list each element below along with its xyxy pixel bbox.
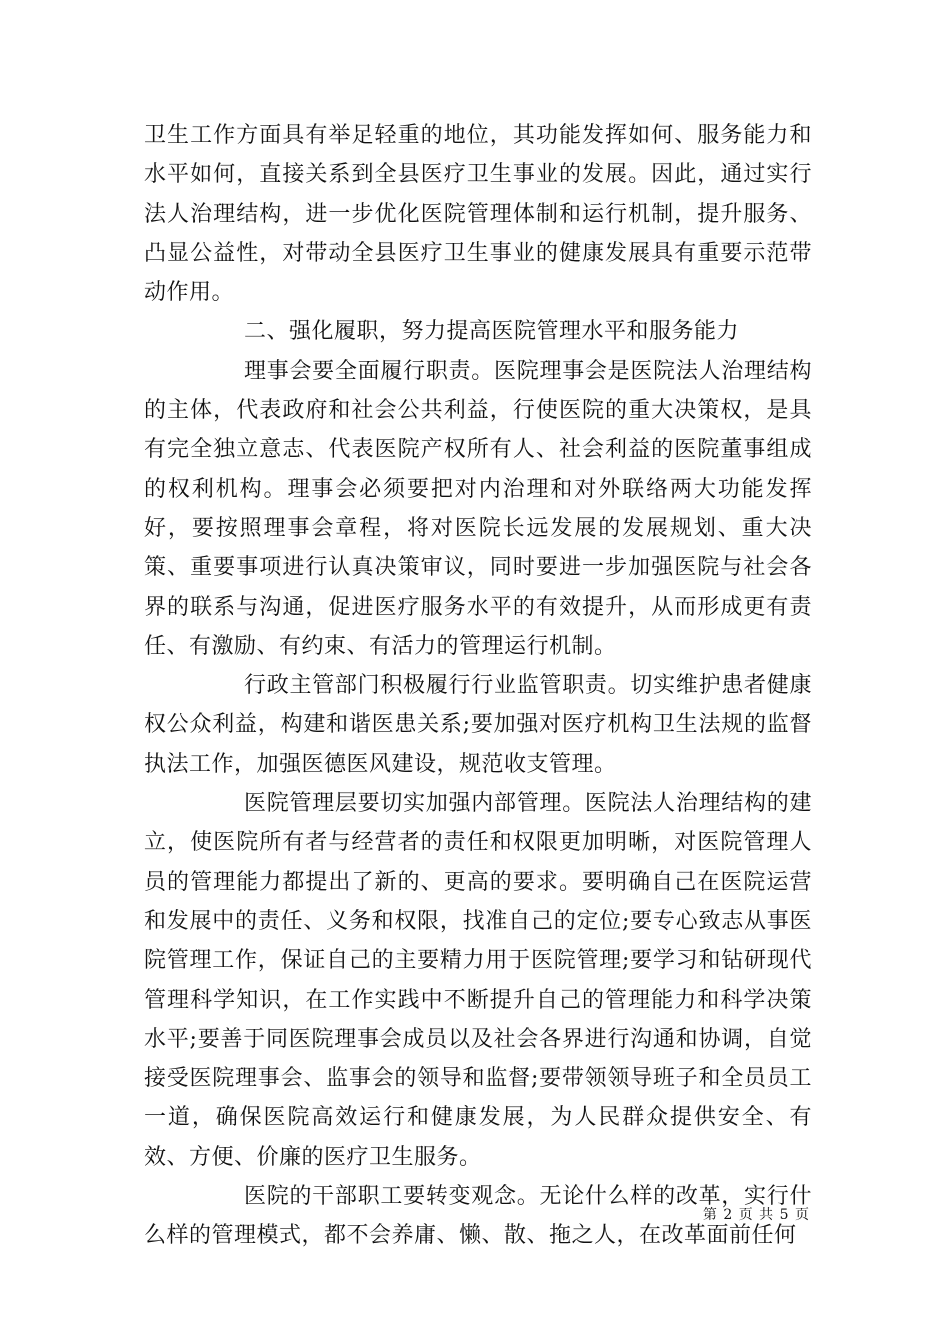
page-number: 第 2 页 共 5 页 bbox=[702, 1207, 810, 1223]
paragraph-management-layer: 医院管理层要切实加强内部管理。医院法人治理结构的建立，使医院所有者与经营者的责任和权限更加明晰，对医院管理人员的管理能力都提出了新的、更高的要求。要明确自己在医院运营和发展中的责任、义务和权限，找准自己的定位;要专心致志从事医院管理工作，保证自己的主要精力用于医院管理;要学习和钻研现代管理科学知识，在工作实践中不断提升自己的管理能力和科学决策水平;要善于同医院理事会成员以及社会各界进行沟通和协调，自觉接受医院理事会、监事会的领导和监督;要带领领导班子和全员员工一道，确保医院高效运行和健康发展，为人民群众提供安全、有效、方便、价廉的医疗卫生服务。 bbox=[144, 791, 812, 1170]
section-heading: 二、强化履职，努力提高医院管理水平和服务能力 bbox=[244, 319, 740, 345]
paragraph-board-duties: 理事会要全面履行职责。医院理事会是医院法人治理结构的主体，代表政府和社会公共利益，行使医院的重大决策权，是具有完全独立意志、代表医院产权所有人、社会利益的医院董事组成的权利机构。理事会必须要把对内治理和对外联络两大功能发挥好，要按照理事会章程，将对医院长远发展的发展规划、重大决策、重要事项进行认真决策审议，同时要进一步加强医院与社会各界的联系与沟通，促进医疗服务水平的有效提升，从而形成更有责任、有激励、有约束、有活力的管理运行机制。 bbox=[144, 358, 812, 659]
paragraph-admin-supervision: 行政主管部门积极履行行业监管职责。切实维护患者健康权公众利益，构建和谐医患关系;要加强对医疗机构卫生法规的监督执法工作，加强医德医风建设，规范收支管理。 bbox=[144, 673, 812, 777]
paragraph-staff-mindset: 医院的干部职工要转变观念。无论什么样的改革，实行什么样的管理模式，都不会养庸、懒、散、拖之人，在改革面前任何 bbox=[144, 1184, 812, 1249]
document-body bbox=[144, 116, 812, 1256]
paragraph-continuation: 卫生工作方面具有举足轻重的地位，其功能发挥如何、服务能力和水平如何，直接关系到全县医疗卫生事业的发展。因此，通过实行法人治理结构，进一步优化医院管理体制和运行机制，提升服务、凸显公益性，对带动全县医疗卫生事业的健康发展具有重要示范带动作用。 bbox=[144, 123, 812, 306]
